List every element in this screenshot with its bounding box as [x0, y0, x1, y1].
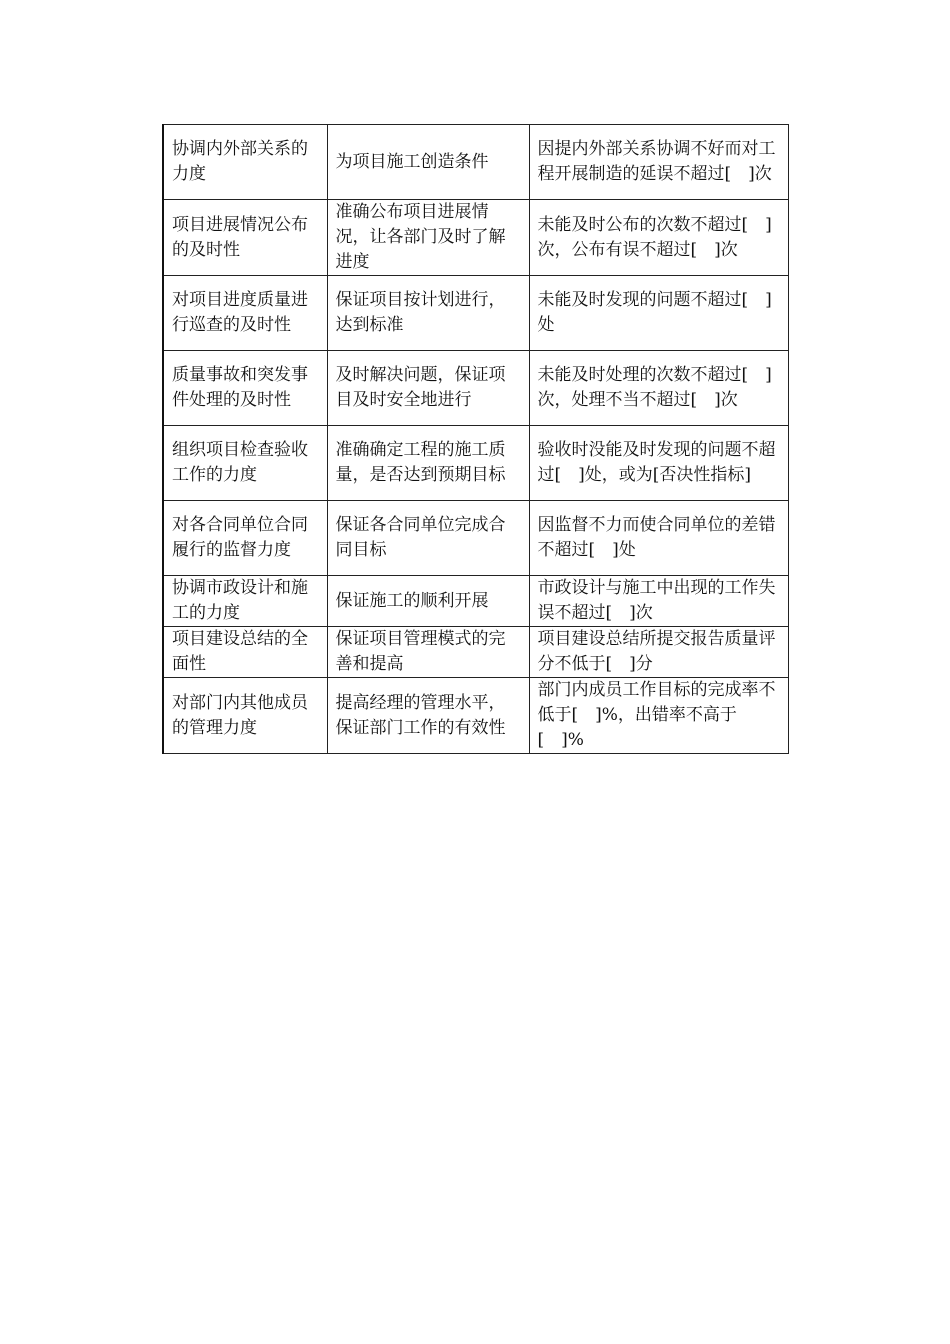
- table-row: [163, 576, 788, 627]
- purpose-cell: 保证项目管理模式的完善和提高: [327, 627, 529, 678]
- purpose-cell: 保证各合同单位完成合同目标: [327, 501, 529, 576]
- table-row: [163, 501, 788, 576]
- standard-cell: 项目建设总结所提交报告质量评分不低于[ ]分: [529, 627, 788, 678]
- indicator-cell: 质量事故和突发事件处理的及时性: [163, 351, 327, 426]
- indicator-cell: 协调内外部关系的力度: [163, 125, 327, 200]
- table-row: [163, 351, 788, 426]
- purpose-cell: 提高经理的管理水平，保证部门工作的有效性: [327, 678, 529, 754]
- standard-cell: 因提内外部关系协调不好而对工程开展制造的延误不超过[ ]次: [529, 125, 788, 200]
- purpose-cell: 及时解决问题，保证项目及时安全地进行: [327, 351, 529, 426]
- table-row: [163, 426, 788, 501]
- purpose-cell: 保证项目按计划进行，达到标准: [327, 276, 529, 351]
- indicator-cell: 对部门内其他成员的管理力度: [163, 678, 327, 754]
- indicator-cell: 组织项目检查验收工作的力度: [163, 426, 327, 501]
- indicator-cell: 对各合同单位合同履行的监督力度: [163, 501, 327, 576]
- standard-cell: 未能及时公布的次数不超过[ ]次，公布有误不超过[ ]次: [529, 200, 788, 276]
- standard-cell: 因监督不力而使合同单位的差错不超过[ ]处: [529, 501, 788, 576]
- indicator-cell: 项目进展情况公布的及时性: [163, 200, 327, 276]
- purpose-cell: 准确公布项目进展情况，让各部门及时了解进度: [327, 200, 529, 276]
- table-row: [163, 200, 788, 276]
- standard-cell: 未能及时处理的次数不超过[ ]次，处理不当不超过[ ]次: [529, 351, 788, 426]
- indicator-cell: 项目建设总结的全面性: [163, 627, 327, 678]
- table-row: [163, 627, 788, 678]
- standard-cell: 部门内成员工作目标的完成率不低于[ ]%，出错率不高于[ ]%: [529, 678, 788, 754]
- table-row: [163, 125, 788, 200]
- purpose-cell: 保证施工的顺利开展: [327, 576, 529, 627]
- kpi-table: [162, 124, 789, 754]
- table-row: [163, 276, 788, 351]
- purpose-cell: 准确确定工程的施工质量，是否达到预期目标: [327, 426, 529, 501]
- indicator-cell: 对项目进度质量进行巡查的及时性: [163, 276, 327, 351]
- table-row: [163, 678, 788, 754]
- indicator-cell: 协调市政设计和施工的力度: [163, 576, 327, 627]
- standard-cell: 验收时没能及时发现的问题不超过[ ]处，或为[否决性指标]: [529, 426, 788, 501]
- purpose-cell: 为项目施工创造条件: [327, 125, 529, 200]
- standard-cell: 市政设计与施工中出现的工作失误不超过[ ]次: [529, 576, 788, 627]
- standard-cell: 未能及时发现的问题不超过[ ]处: [529, 276, 788, 351]
